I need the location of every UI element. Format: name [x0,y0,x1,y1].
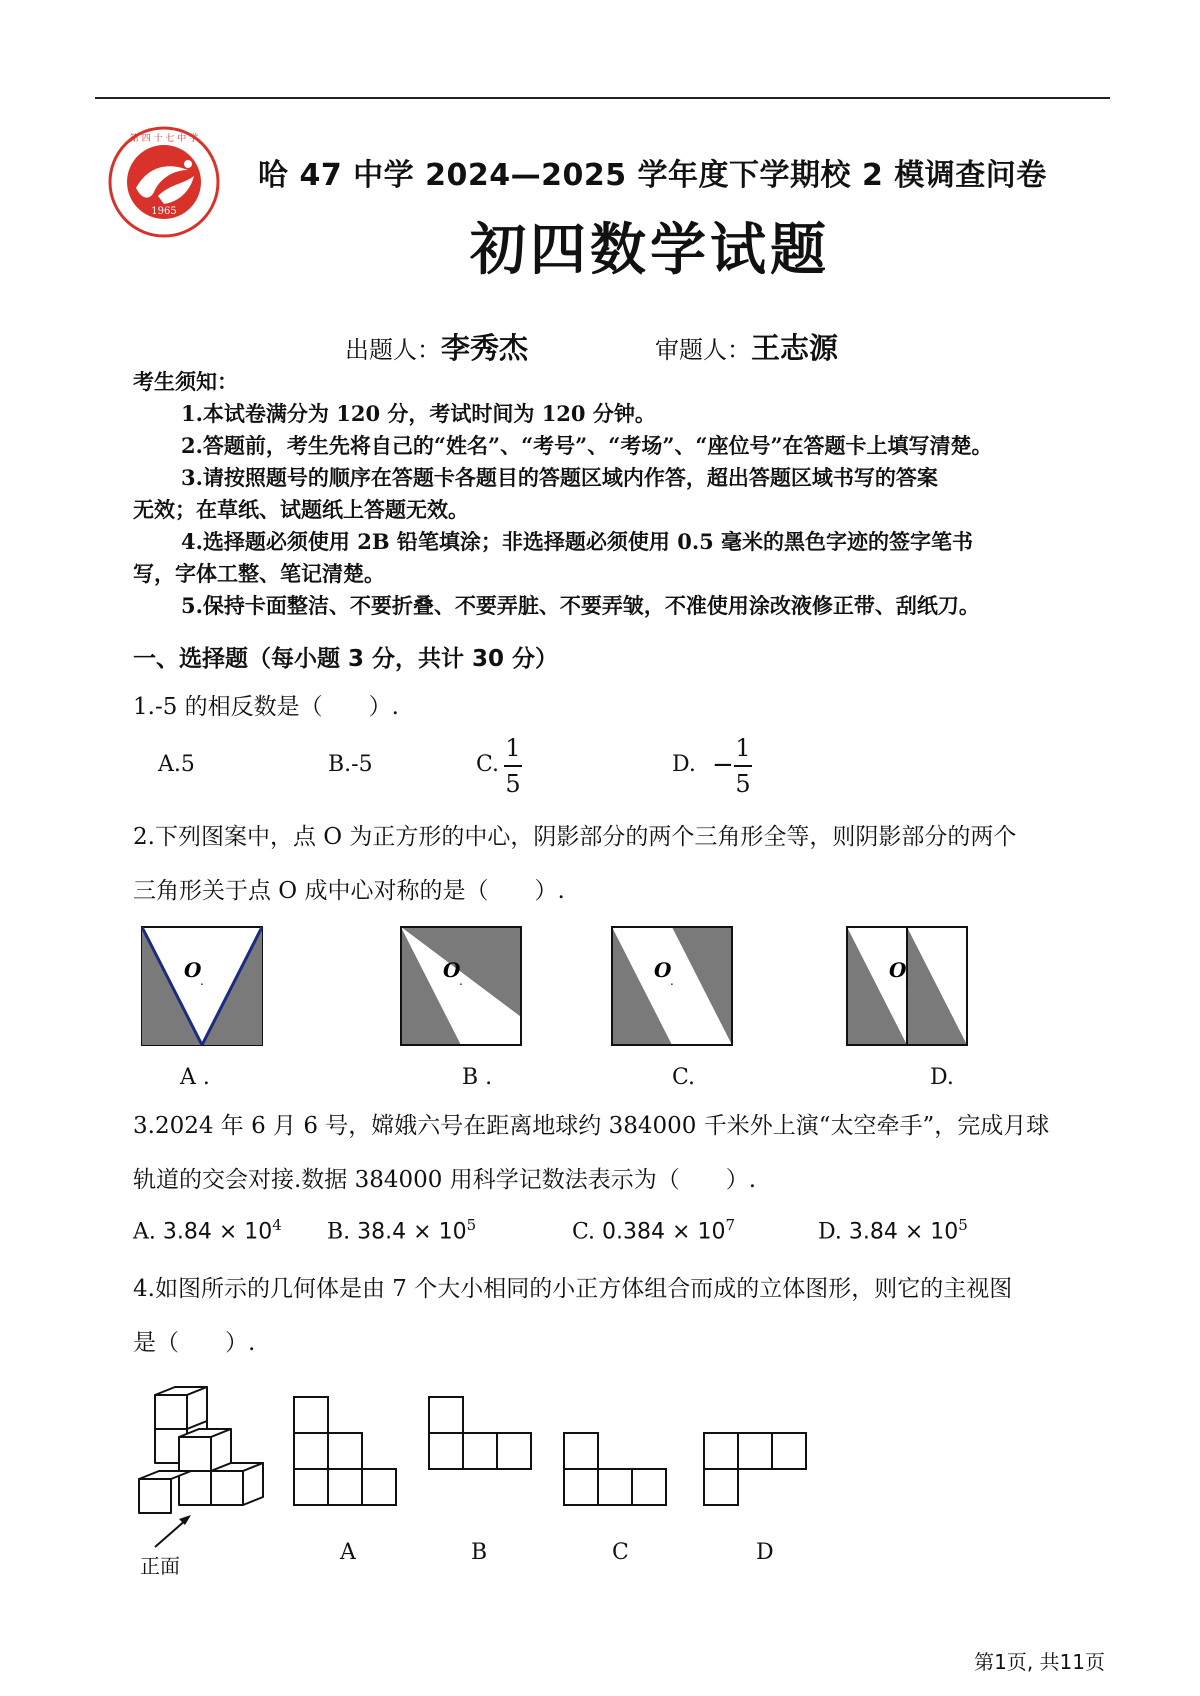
q1-d-fraction [734,736,752,796]
q2-figure-c [610,925,734,1047]
option-mantissa: 0.384 × 10 [602,1219,726,1245]
q4-figure-b [427,1395,535,1471]
notice-line: 1.本试卷满分为 120 分，考试时间为 120 分钟。 [181,401,656,426]
q4-figure-d [702,1431,810,1507]
option-letter: C. [572,1219,596,1245]
fraction-numerator: 1 [505,734,521,762]
q1-option-c: C. [476,752,500,777]
fraction-numerator: 1 [735,734,751,762]
section-title: 一、选择题（每小题 3 分，共计 30 分） [133,646,559,672]
q4-solid-figure [135,1385,265,1555]
center-o-label: O [184,958,202,982]
notice-line: 5.保持卡面整洁、不要折叠、不要弄脏、不要弄皱，不准使用涂改液修正带、刮纸刀。 [181,593,980,618]
author-label: 出题人： [345,336,441,364]
author-name: 李秀杰 [441,331,529,365]
front-view-label: 正面 [140,1554,180,1578]
option-letter: D. [818,1219,842,1245]
q2-option-d: D. [930,1065,954,1090]
q4-option-d: D [756,1540,774,1565]
top-rule [95,97,1110,99]
center-o-label: O [443,958,461,982]
option-exponent: 5 [958,1216,968,1234]
question-4-stem: 4.如图所示的几何体是由 7 个大小相同的小正方体组合而成的立体图形，则它的主视图 [133,1276,1013,1302]
notice-heading: 考生须知： [133,369,238,394]
notice-line: 2.答题前，考生先将自己的“姓名”、“考号”、“考场”、“座位号”在答题卡上填写清楚。 [181,433,993,458]
notice-line: 4.选择题必须使用 2B 铅笔填涂；非选择题必须使用 0.5 毫米的黑色字迹的签字笔书 [181,529,974,554]
q1-c-fraction [504,736,522,796]
option-mantissa: 38.4 × 10 [357,1219,467,1245]
reviewer-name: 王志源 [751,331,839,365]
fraction-denominator: 5 [505,770,521,798]
q2-figure-b [399,925,523,1047]
page-title: 初四数学试题 [470,218,830,283]
fraction-bar [504,765,522,767]
question-1-stem: 1.-5 的相反数是（ ）. [133,694,399,720]
svg-text:第 四 十 七 中 学: 第 四 十 七 中 学 [129,134,199,144]
q1-option-a: A.5 [158,752,195,777]
q1-option-b: B.-5 [328,752,373,777]
option-letter: A. [133,1219,156,1245]
notice-line: 无效；在草纸、试题纸上答题无效。 [133,497,469,522]
question-2-stem: 三角形关于点 O 成中心对称的是（ ）. [133,878,565,904]
option-letter: B. [327,1219,351,1245]
q2-option-b: B . [462,1065,493,1090]
question-3-stem: 轨道的交会对接.数据 384000 用科学记数法表示为（ ）. [133,1167,757,1193]
school-logo [108,126,220,238]
option-exponent: 4 [272,1216,282,1234]
q2-figure-a [140,925,264,1047]
q3-option-c [572,1216,735,1244]
q4-option-c: C [612,1540,629,1565]
q3-option-d [818,1216,968,1244]
q4-figure-c [562,1431,670,1507]
svg-text:.: . [670,974,674,988]
svg-text:1965: 1965 [151,206,177,217]
question-2-stem: 2.下列图案中，点 O 为正方形的中心，阴影部分的两个三角形全等，则阴影部分的两个 [133,824,1017,850]
q3-option-b [327,1216,476,1244]
svg-text:.: . [459,974,463,988]
q3-option-a [133,1216,282,1244]
fraction-bar [734,765,752,767]
question-3-stem: 3.2024 年 6 月 6 号，嫦娥六号在距离地球约 384000 千米外上演“太空牵手”，完成月球 [133,1113,1050,1139]
q4-option-b: B [471,1540,488,1565]
fraction-denominator: 5 [735,770,751,798]
reviewer [655,326,838,367]
reviewer-label: 审题人： [655,336,751,364]
svg-text:.: . [200,974,204,988]
notice-line: 写，字体工整、笔记清楚。 [133,561,385,586]
author [345,326,528,367]
option-mantissa: 3.84 × 10 [848,1219,959,1245]
center-o-label: O [889,958,907,982]
school-exam-title: 哈 47 中学 2024—2025 学年度下学期校 2 模调查问卷 [258,158,1047,193]
q2-option-c: C. [672,1065,696,1090]
q2-figure-d [845,925,969,1047]
question-4-stem: 是（ ）. [133,1330,256,1356]
notice-line: 3.请按照题号的顺序在答题卡各题目的答题区域内作答，超出答题区域书写的答案 [181,465,938,490]
page-number: 第1页, 共11页 [974,1650,1105,1674]
q1-option-d: D. [672,752,696,777]
option-mantissa: 3.84 × 10 [162,1219,273,1245]
center-o-label: O [654,958,672,982]
option-exponent: 7 [725,1216,735,1234]
option-exponent: 5 [466,1216,477,1234]
q2-option-a: A . [180,1065,210,1090]
q4-option-a: A [340,1540,356,1565]
q4-figure-a [292,1395,400,1507]
q1-d-minus: − [712,750,734,780]
svg-text:.: . [905,974,909,988]
